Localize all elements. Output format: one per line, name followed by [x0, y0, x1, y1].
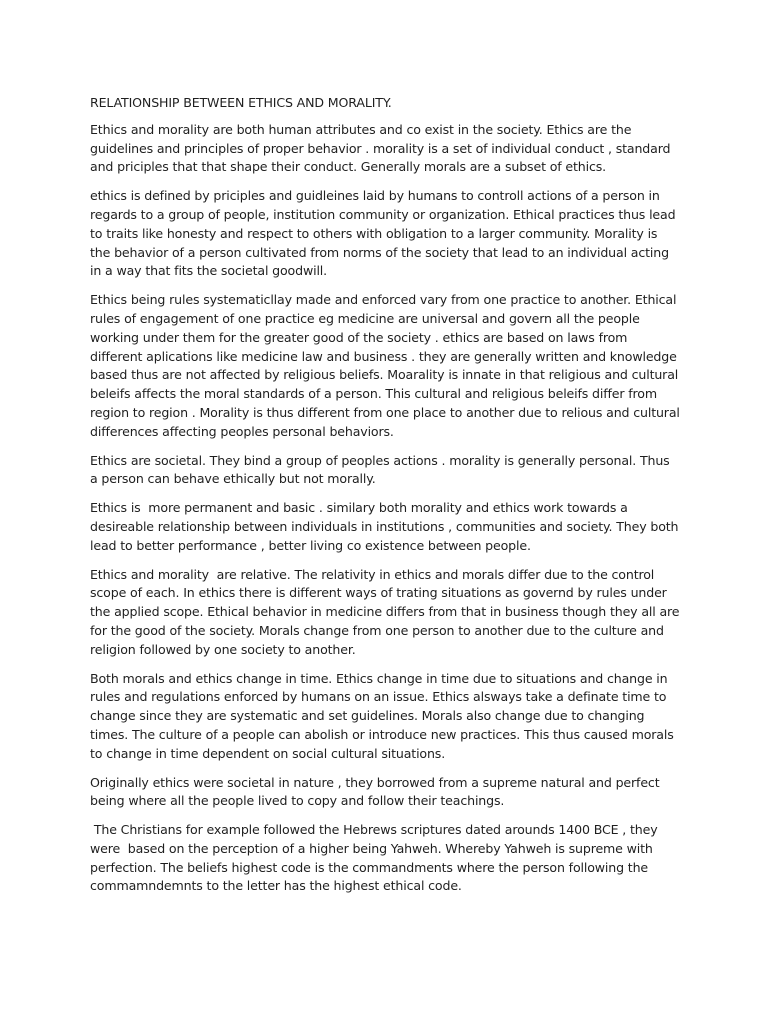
paragraph-8: Originally ethics were societal in nature , they borrowed from a supreme natural and perfect being where all the people lived to copy and follow their teachings. — [90, 774, 664, 809]
paragraph-1: Ethics and morality are both human attributes and co exist in the society. Ethics are the guidelines and principles of proper behavior . morality is a set of individual conduct , standard and priciples that that shape their conduct. Generally morals are a subset of ethics. — [90, 121, 675, 175]
paragraph-2: ethics is defined by priciples and guidleines laid by humans to controll actions of a person in regards to a group of people, institution community or organization. Ethical practices thus lead to traits like honesty and respect to others with obligation to a larger community. Morality is the behavior of a person cultivated from norms of the society that lead to an individual acting in a way that fits the societal goodwill. — [90, 188, 680, 279]
paragraph-6: Ethics and morality are relative. The relativity in ethics and morals differ due to the control scope of each. In ethics there is different ways of trating situations as governd by rules under the applied scope. Ethical behavior in medicine differs from that in business though they all are for the good of the society. Morals change from one person to another due to the culture and religion followed by one society to another. — [90, 566, 684, 657]
document-title: RELATIONSHIP BETWEEN ETHICS AND MORALITY. — [90, 95, 392, 110]
paragraph-4: Ethics are societal. They bind a group of peoples actions . morality is generally personal. Thus a person can behave ethically but not morally. — [90, 452, 674, 487]
paragraph-9: The Christians for example followed the Hebrews scriptures dated arounds 1400 BCE , they were based on the perception of a higher being Yahweh. Whereby Yahweh is supreme with perfection. The beliefs highest code is the commandments where the person following the commamndemnts to the letter has the highest ethical code. — [90, 822, 662, 894]
paragraph-7: Both morals and ethics change in time. Ethics change in time due to situations and change in rules and regulations enforced by humans on an issue. Ethics alsways take a definate time to change since they are systematic and set guidelines. Morals also change due to changing times. The culture of a people can abolish or introduce new practices. This thus caused morals to change in time dependent on social cultural situations. — [90, 670, 678, 761]
paragraph-5: Ethics is more permanent and basic . similary both morality and ethics work towards a desireable relationship between individuals in institutions , communities and society. They both lead to better performance , better living co existence between people. — [90, 500, 683, 553]
paragraph-3: Ethics being rules systematicllay made and enforced vary from one practice to another. Ethical rules of engagement of one practice eg medicine are universal and govern all the people working under them for the greater good of the society . ethics are based on laws from different aplications like medicine law and business . they are generally written and knowledge based thus are not affected by religious beliefs. Moarality is innate in that religious and cultural beleifs affects the moral standards of a person. This cultural and religious beleifs differ from region to region . Morality is thus different from one place to another due to relious and cultural differences affecting peoples personal behaviors. — [90, 292, 684, 439]
document-body — [90, 94, 684, 906]
